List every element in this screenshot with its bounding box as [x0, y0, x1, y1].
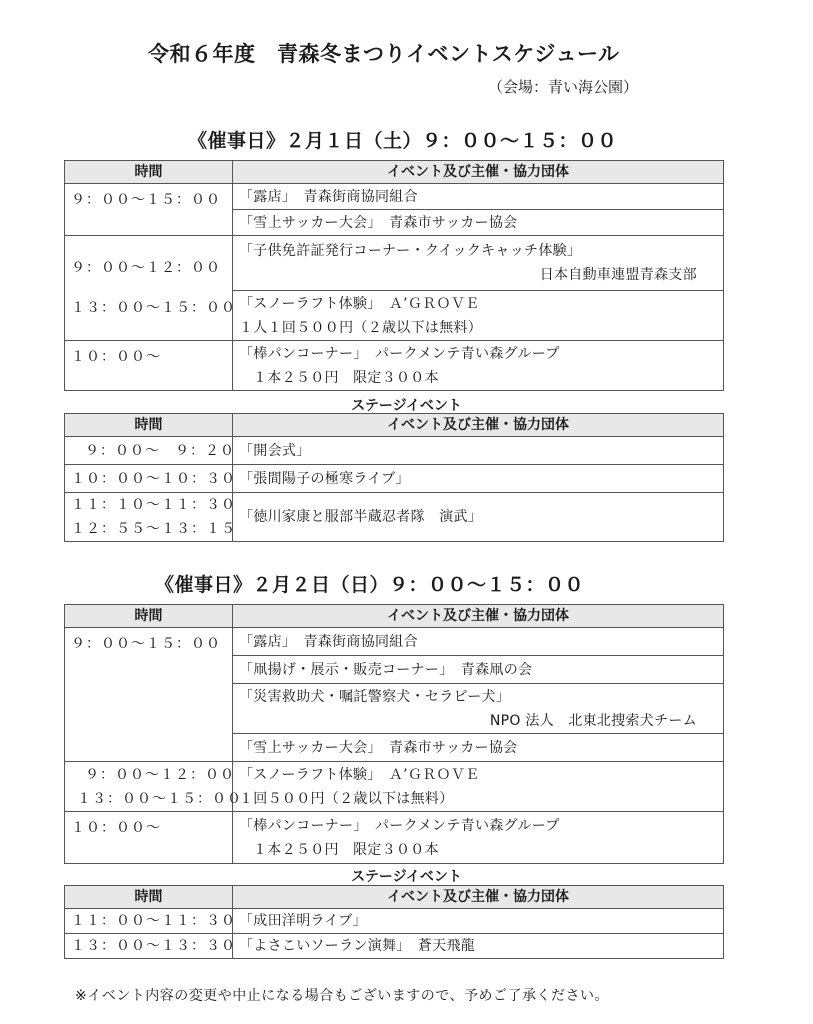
event-cell [233, 236, 724, 291]
time-cell: ９：００～１５：００ [65, 184, 233, 236]
day2-heading: 《催事日》２月２日（日）９：００～１５：００ [155, 574, 585, 596]
time-cell: １１：００～１１：３０ [65, 909, 233, 934]
time-cell [65, 762, 242, 812]
event-cell: 「成田洋明ライブ」 [233, 909, 724, 934]
time-cell [65, 236, 236, 341]
event-cell: 「露店」 青森街商協同組合 [233, 628, 724, 656]
time-header: 時間 [65, 605, 233, 628]
time-cell: １０：００～ [65, 341, 233, 391]
day2-stage-table [64, 885, 724, 959]
time-cell: １０：００～ [65, 812, 233, 864]
venue-label: （会場：青い海公園） [488, 78, 639, 96]
time-cell: １３：００～１３：３０ [65, 934, 233, 959]
table-row [65, 184, 724, 210]
time-cell: ９：００～１５：００ [65, 628, 233, 762]
event-line: 「棒パンコーナー」 パークメンテ青い森グループ [239, 345, 560, 362]
time-line: ９：００～１２：００ [85, 766, 235, 783]
event-line: 「子供免許証発行コーナー・クイックキャッチ体験」 [239, 243, 582, 259]
time-header: 時間 [65, 414, 233, 437]
event-cell: 「張間陽子の極寒ライブ」 [233, 465, 724, 493]
event-cell [233, 291, 724, 341]
price-line: １本２５０円 限定３００本 [253, 841, 439, 858]
disclaimer-note: ※イベント内容の変更や中止になる場合もございますので、予めご了承ください。 [75, 988, 609, 1004]
price-line: １本２５０円 限定３００本 [253, 369, 439, 386]
time-line: ９：００～１２：００ [71, 260, 221, 276]
event-cell: 「開会式」 [233, 437, 724, 465]
event-cell [233, 812, 724, 864]
event-cell [233, 762, 724, 812]
time-cell [65, 493, 236, 542]
event-line: 「災害救助犬・嘱託警察犬・セラピー犬」 [239, 688, 511, 705]
event-header: イベント及び主催・協力団体 [233, 605, 724, 628]
event-cell: 「よさこいソーラン演舞」 蒼天飛龍 [233, 934, 724, 959]
event-header: イベント及び主催・協力団体 [233, 886, 724, 909]
time-line: １３：００～１５：００ [71, 300, 236, 316]
table-row [65, 812, 724, 864]
time-line: １３：００～１５：００ [77, 790, 242, 807]
day1-heading: 《催事日》２月１日（土）９：００～１５：００ [188, 130, 618, 152]
event-cell: 「雪上サッカー大会」 青森市サッカー協会 [233, 734, 724, 762]
event-cell: 「徳川家康と服部半蔵忍者隊 演武」 [233, 493, 724, 542]
table-row [65, 465, 724, 493]
day2-main-table [64, 604, 724, 864]
time-header: 時間 [65, 161, 233, 184]
table-row [65, 341, 724, 391]
price-line: １人１回５００円（２歳以下は無料） [239, 319, 483, 336]
time-cell: ９：００～ ９：２０ [65, 437, 233, 465]
event-line: 「スノーラフト体験」 Ａ’ＧＲＯＶＥ [239, 295, 480, 312]
day1-stage-table [64, 413, 724, 542]
organizer-line: NPO 法人 北東北捜索犬チーム [489, 712, 697, 729]
event-line: 「棒パンコーナー」 パークメンテ青い森グループ [239, 817, 560, 834]
page-title: 令和６年度 青森冬まつりイベントスケジュール [148, 42, 620, 66]
table-row [65, 909, 724, 934]
event-line: 「スノーラフト体験」 Ａ’ＧＲＯＶＥ [239, 766, 480, 783]
time-cell: １０：００～１０：３０ [65, 465, 233, 493]
table-row [65, 493, 724, 542]
time-line: １２：５５～１３：１５ [71, 521, 236, 537]
table-row [65, 628, 724, 656]
table-row [65, 934, 724, 959]
event-cell [233, 684, 724, 734]
event-header: イベント及び主催・協力団体 [233, 414, 724, 437]
event-cell: 「雪上サッカー大会」 青森市サッカー協会 [233, 210, 724, 236]
table-row [65, 762, 724, 812]
event-header: イベント及び主催・協力団体 [233, 161, 724, 184]
event-cell: 「凧揚げ・展示・販売コーナー」 青森凧の会 [233, 656, 724, 684]
day2-stage-heading: ステージイベント [351, 869, 462, 885]
table-row [65, 236, 724, 291]
table-row [65, 437, 724, 465]
organizer-line: 日本自動車連盟青森支部 [539, 267, 697, 283]
time-header: 時間 [65, 886, 233, 909]
event-cell: 「露店」 青森街商協同組合 [233, 184, 724, 210]
time-line: １１：１０～１１：３０ [71, 497, 236, 513]
price-line: １回５００円（２歳以下は無料） [239, 790, 454, 807]
day1-main-table [64, 160, 724, 391]
day1-stage-heading: ステージイベント [351, 398, 462, 414]
event-cell [233, 341, 724, 391]
